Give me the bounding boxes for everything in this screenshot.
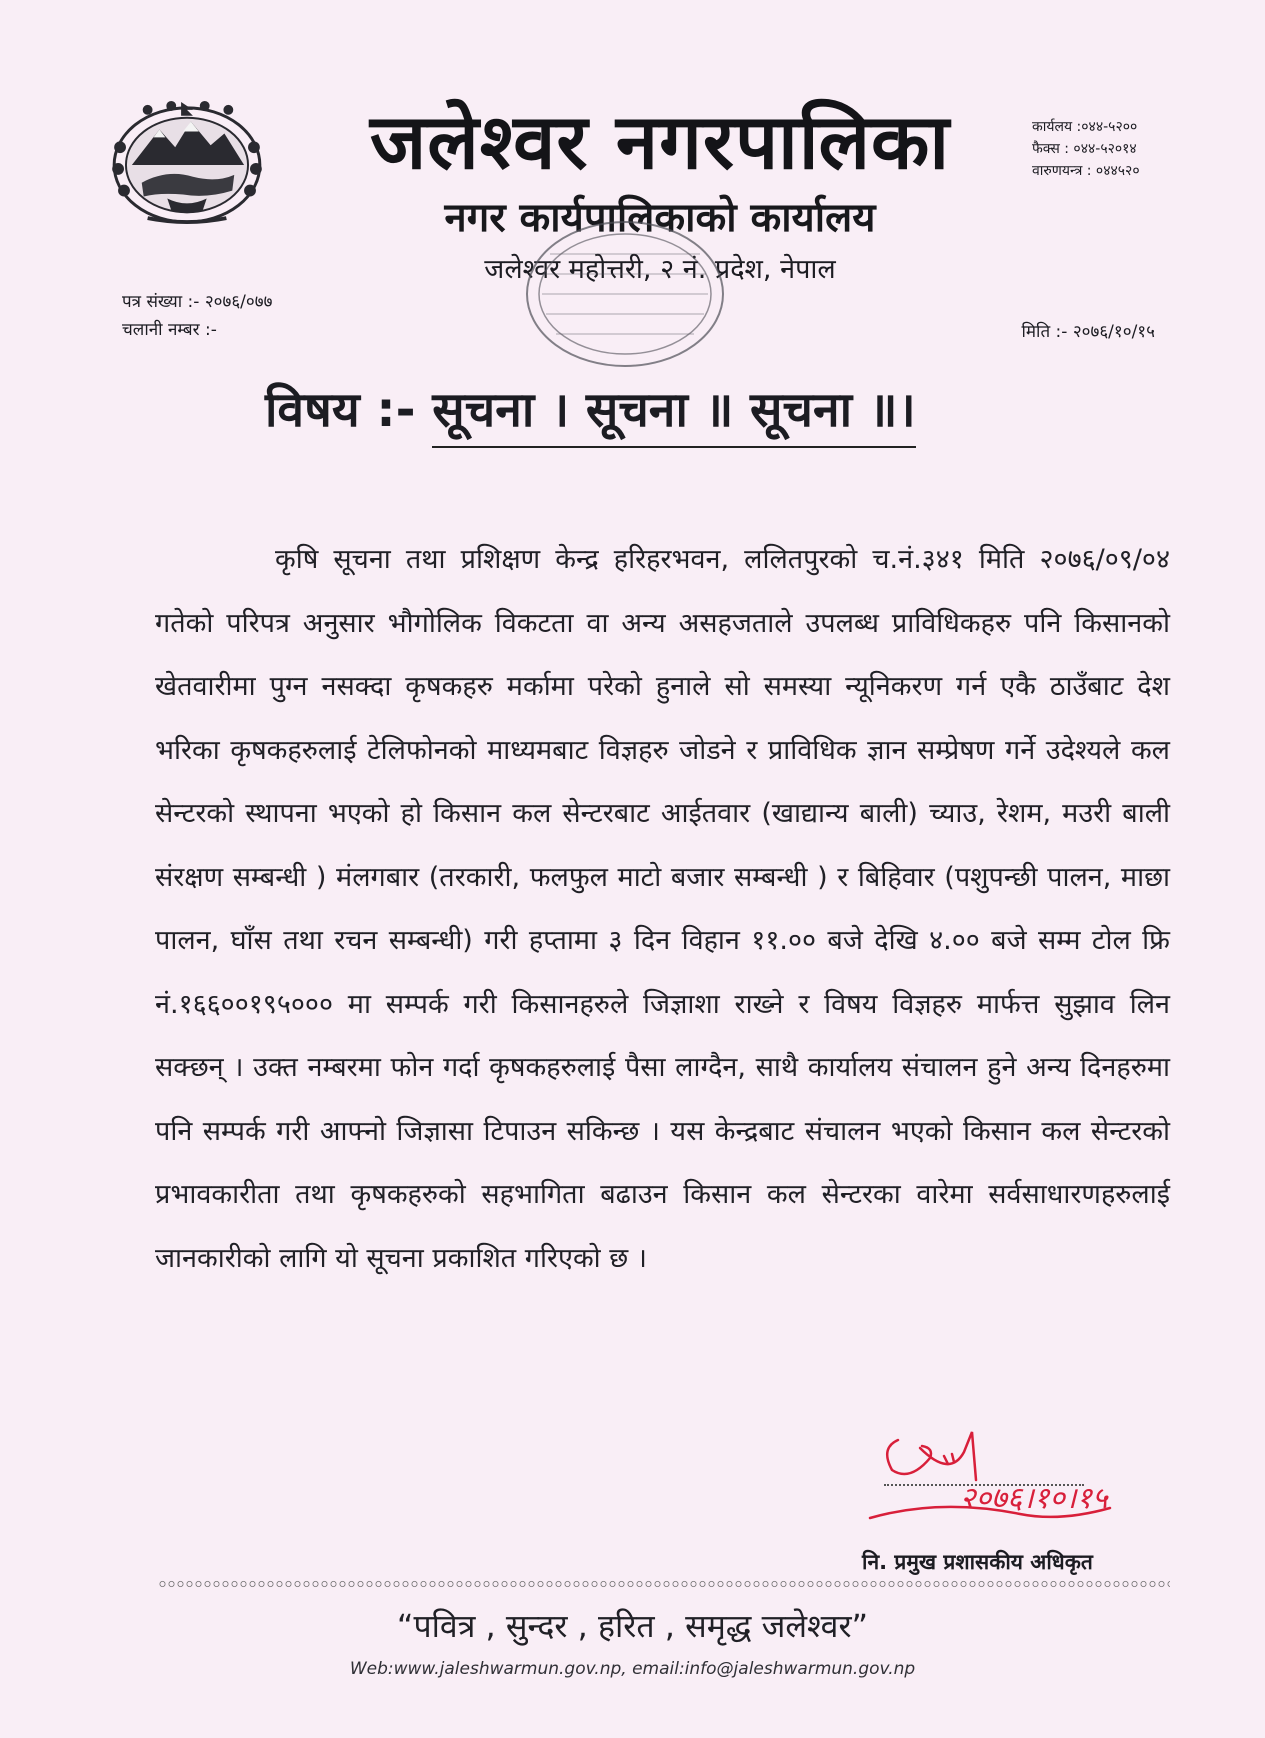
office-subtitle: नगर कार्यपालिकाको कार्यालय <box>444 195 876 241</box>
reference-block <box>122 288 272 344</box>
office-address: जलेश्वर महोत्तरी, २ नं. प्रदेश, नेपाल <box>484 254 836 285</box>
footer-motto: “पवित्र , सुन्दर , हरित , समृद्ध जलेश्वर” <box>396 1607 869 1645</box>
footer-divider <box>158 1580 1170 1588</box>
nepal-government-emblem-icon <box>108 100 266 226</box>
contact-block <box>1032 116 1262 182</box>
letter-date: मिति :- २०७६/१०/१५ <box>1021 322 1155 342</box>
dispatch-number: चलानी नम्बर :- <box>122 320 217 340</box>
fax-number: फैक्स : ०४४-५२०१४ <box>1032 141 1137 157</box>
subject-label: विषय :- <box>265 382 416 438</box>
subject-line <box>265 378 1065 448</box>
footer-web-contact: Web:www.jaleshwarmun.gov.np, email:info@jaleshwarmun.gov.np <box>349 1659 916 1679</box>
office-seal-icon <box>520 214 730 374</box>
subject-text: सूचना । सूचना ॥ सूचना ॥। <box>432 378 915 448</box>
signature-date: २०७६।१०।१५ <box>960 1481 1108 1516</box>
fire-service-number: वारुणयन्त्र : ०४४५२० <box>1032 163 1140 179</box>
office-phone: कार्यलय :०४४-५२०० <box>1032 119 1138 135</box>
signatory-designation: नि. प्रमुख प्रशासकीय अधिकृत <box>862 1550 1093 1574</box>
notice-body: कृषि सूचना तथा प्रशिक्षण केन्द्र हरिहरभवन, ललितपुरको च.नं.३४१ मिति २०७६/०९/०४ गतेको परिपत्र अनुसार भौगोलिक विकटता वा अन्य असहजताले उपलब्ध प्राविधिकहरु पनि किसानको खेतवारीमा पुग्न नसक्दा कृषकहरु मर्कामा परेको हुनाले सो समस्या न्यूनिकरण गर्न एकै ठाउँबाट देश भरिका कृषकहरुलाई टेलिफोनको माध्यमबाट विज्ञहरु जोडने र प्राविधिक ज्ञान सम्प्रेषण गर्ने उदेश्यले कल सेन्टरको स्थापना भएको हो किसान कल सेन्टरबाट आईतवार (खाद्यान्य बाली) च्याउ, रेशम, मउरी बाली संरक्षण सम्बन्धी ) मंलगबार (तरकारी, फलफुल माटो बजार सम्बन्धी ) र बिहिवार (पशुपन्छी पालन, माछा पालन, घाँस तथा रचन सम्बन्धी) गरी हप्तामा ३ दिन विहान ११.०० बजे देखि ४.०० बजे सम्म टोल फ्रि नं.१६६००१९५००० मा सम्पर्क गरी किसानहरुले जिज्ञाशा राख्ने र विषय विज्ञहरु मार्फत्त सुझाव लिन सक्छन् । उक्त नम्बरमा फोन गर्दा कृषकहरुलाई पैसा लाग्दैन, साथै कार्यालय संचालन हुने अन्य दिनहरुमा पनि सम्पर्क गरी आफ्नो जिज्ञासा टिपाउन सकिन्छ । यस केन्द्रबाट संचालन भएको किसान कल सेन्टरको प्रभावकारीता तथा कृषकहरुको सहभागिता बढाउन किसान कल सेन्टरका वारेमा सर्वसाधारणहरुलाई जानकारीको लागि यो सूचना प्रकाशित गरिएको छ । <box>155 544 1170 1274</box>
signature-icon <box>860 1418 1170 1548</box>
signature-line <box>884 1484 1084 1486</box>
letter-number: पत्र संख्या :- २०७६/०७७ <box>122 292 273 312</box>
municipality-title: जलेश्वर नगरपालिका <box>369 97 951 186</box>
